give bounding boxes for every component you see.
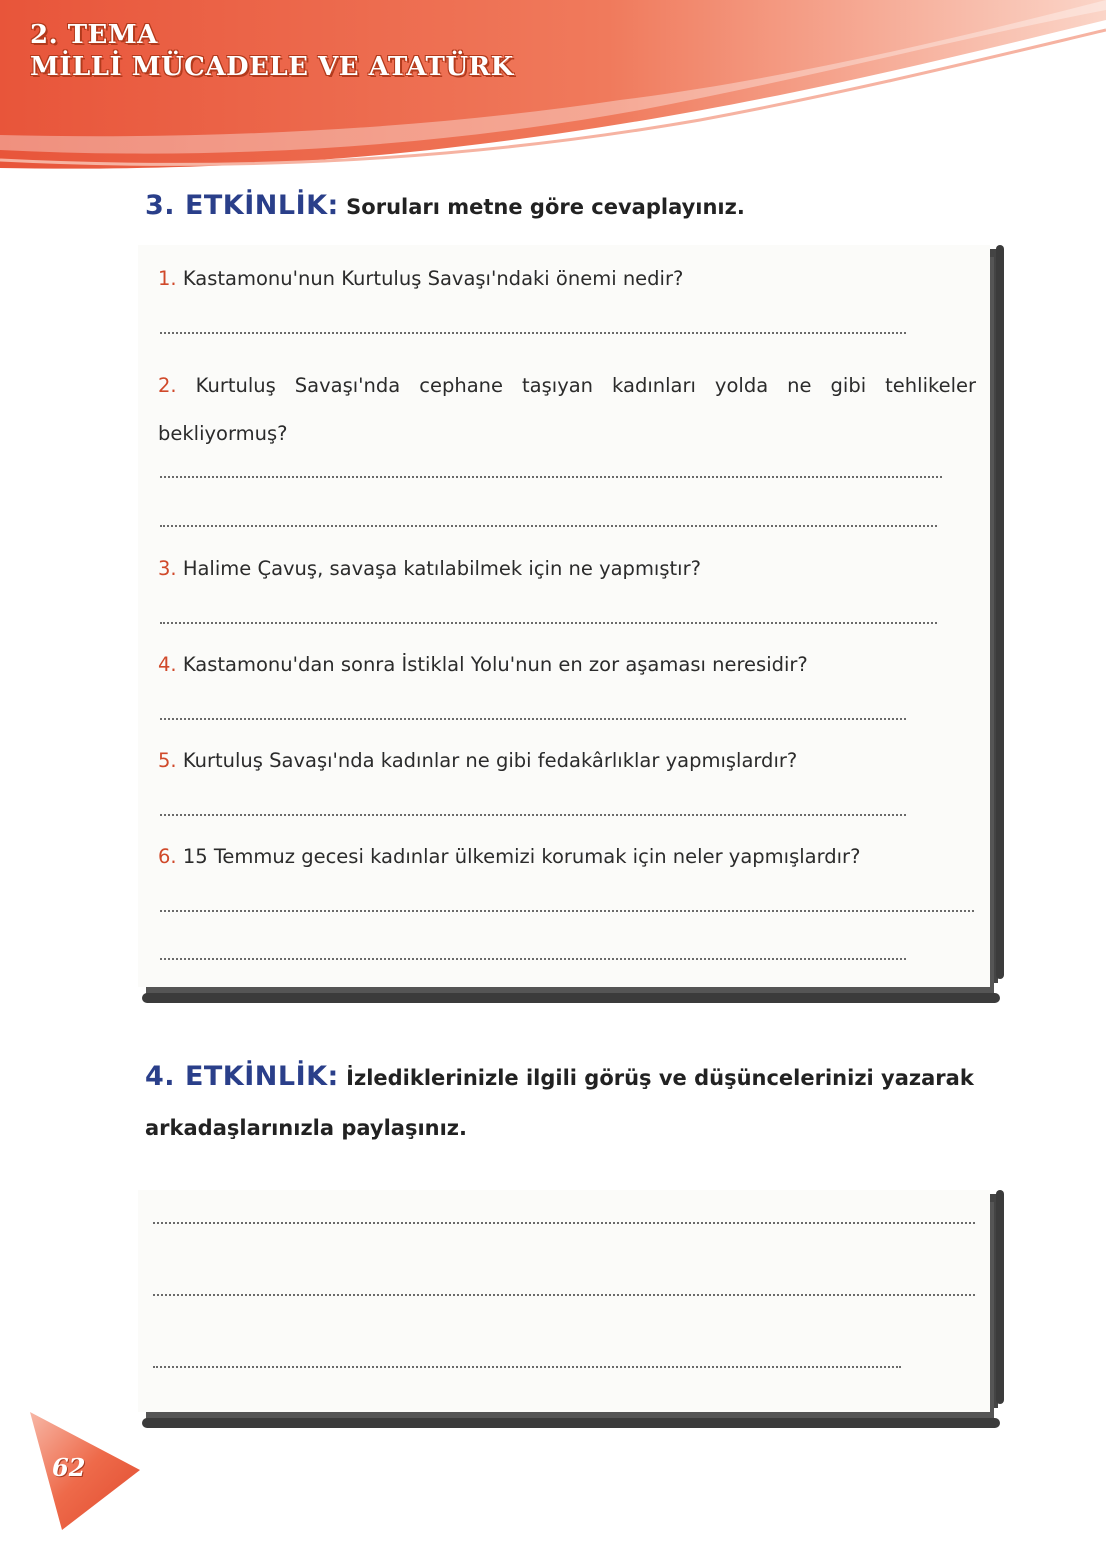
page-number: 62 — [52, 1453, 86, 1482]
answer-line[interactable] — [160, 332, 906, 334]
question-text: Kurtuluş Savaşı'nda cephane taşıyan kadınları yolda ne gibi tehlikeler bekliyormuş? — [158, 374, 977, 445]
question-number: 6. — [158, 845, 177, 868]
answer-line[interactable] — [160, 476, 942, 478]
activity3-heading — [145, 190, 745, 221]
answer-line[interactable] — [153, 1294, 975, 1296]
question-6 — [158, 843, 860, 871]
answer-line[interactable] — [160, 525, 937, 527]
activity3-tag: 3. ETKİNLİK: — [145, 190, 339, 221]
activity3-instruction: Soruları metne göre cevaplayınız. — [346, 195, 745, 219]
theme-number: 2. TEMA — [30, 20, 158, 50]
question-4 — [158, 651, 808, 679]
answer-line[interactable] — [153, 1222, 975, 1224]
question-text: 15 Temmuz gecesi kadınlar ülkemizi korumak için neler yapmışlardır? — [182, 845, 861, 868]
theme-title: MİLLİ MÜCADELE VE ATATÜRK — [30, 52, 514, 82]
activity4-heading — [145, 1052, 995, 1153]
answer-line[interactable] — [153, 1366, 901, 1368]
activity4-instruction: İzlediklerinizle ilgili görüş ve düşüncelerinizi yazarak arkadaşlarınızla paylaşınız. — [145, 1066, 974, 1140]
question-number: 5. — [158, 749, 177, 772]
answer-line[interactable] — [160, 958, 906, 960]
page-corner-triangle — [28, 1408, 143, 1533]
question-text: Kurtuluş Savaşı'nda kadınlar ne gibi fedakârlıklar yapmışlardır? — [182, 749, 798, 772]
question-number: 3. — [158, 557, 177, 580]
activity4-card — [138, 1190, 990, 1412]
question-text: Kastamonu'nun Kurtuluş Savaşı'ndaki önemi nedir? — [182, 267, 684, 290]
answer-line[interactable] — [160, 910, 974, 912]
question-text: Kastamonu'dan sonra İstiklal Yolu'nun en zor aşaması neresidir? — [182, 653, 808, 676]
question-1 — [158, 265, 683, 293]
question-number: 2. — [158, 374, 177, 397]
banner-background — [0, 0, 1106, 175]
question-5 — [158, 747, 797, 775]
answer-line[interactable] — [160, 814, 906, 816]
question-text: Halime Çavuş, savaşa katılabilmek için ne yapmıştır? — [182, 557, 701, 580]
activity3-card — [138, 245, 990, 987]
question-2 — [158, 362, 976, 458]
header-banner — [0, 0, 1106, 175]
question-number: 4. — [158, 653, 177, 676]
activity4-tag: 4. ETKİNLİK: — [145, 1061, 339, 1092]
question-number: 1. — [158, 267, 177, 290]
answer-line[interactable] — [160, 622, 937, 624]
question-3 — [158, 555, 701, 583]
answer-line[interactable] — [160, 718, 906, 720]
